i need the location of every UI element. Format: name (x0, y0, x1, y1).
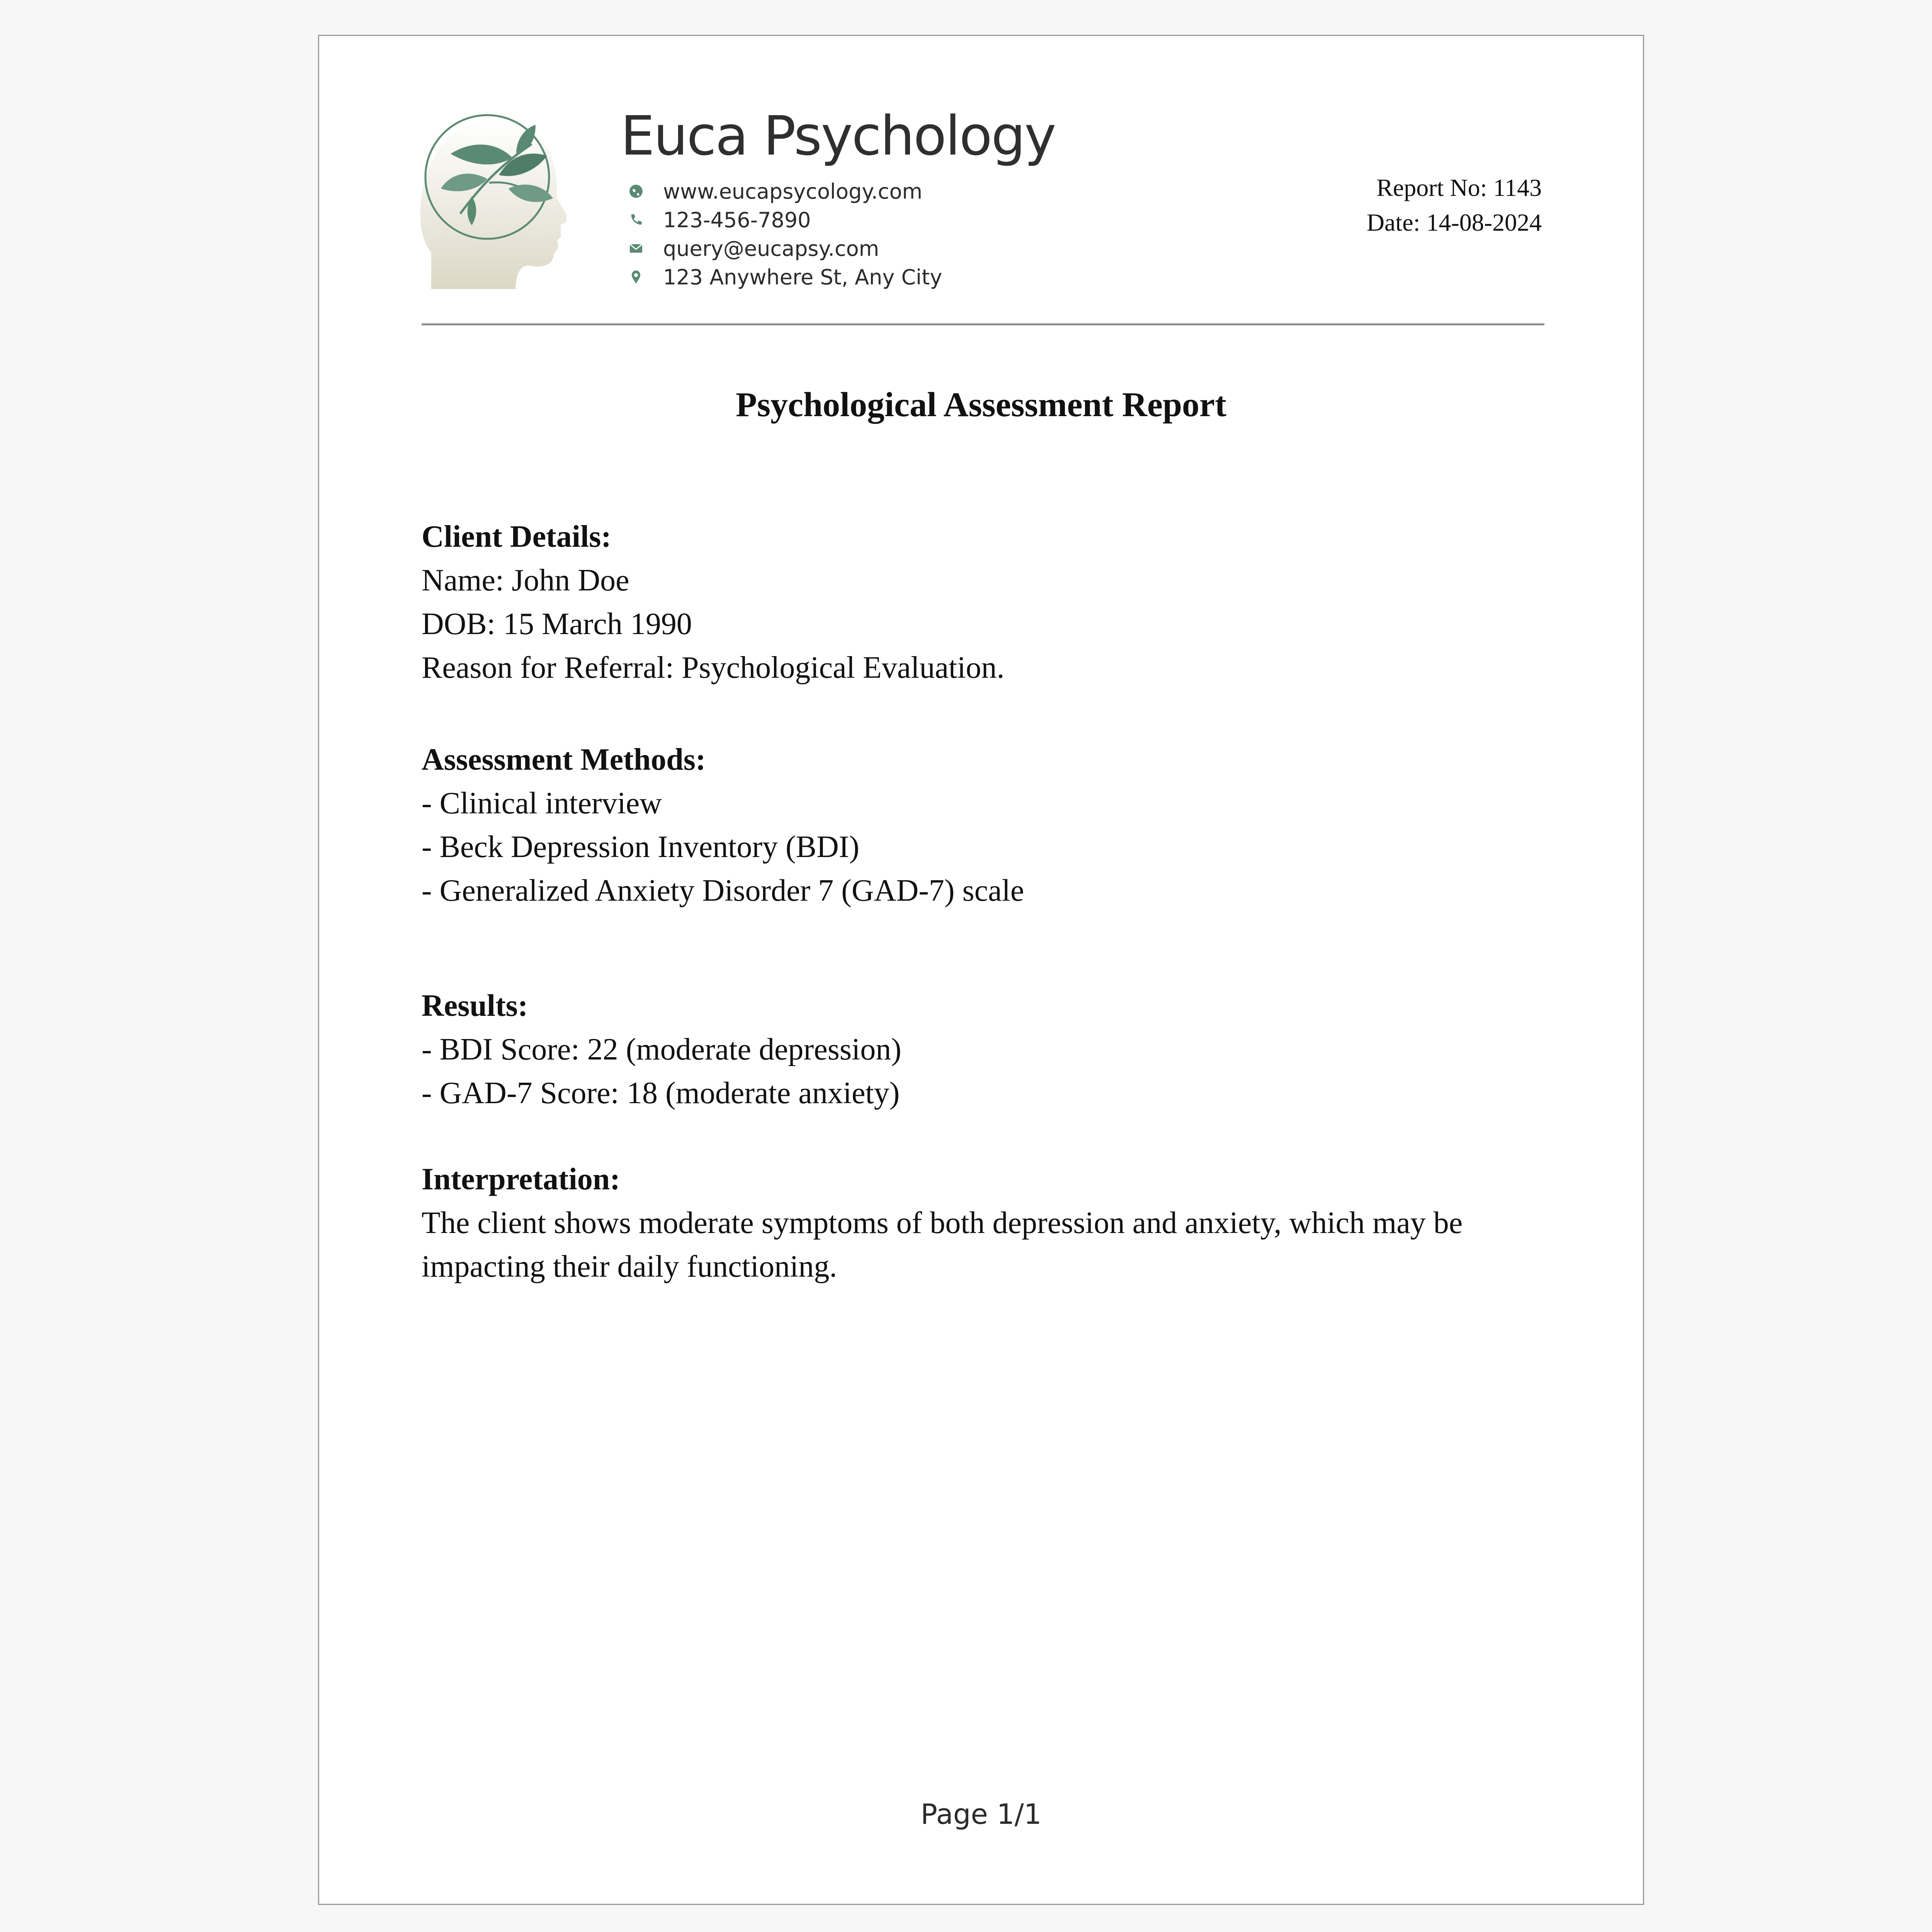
contact-list (628, 177, 942, 291)
interpretation-section (422, 1158, 1544, 1289)
assessment-methods-heading: Assessment Methods: (422, 743, 706, 777)
contact-address-text: 123 Anywhere St, Any City (663, 265, 942, 289)
phone-icon (628, 212, 644, 228)
results-heading: Results: (422, 989, 528, 1023)
client-name: Name: John Doe (422, 563, 629, 597)
report-meta (1367, 170, 1542, 240)
contact-email-text: query@eucapsy.com (663, 236, 879, 261)
contact-phone-text: 123-456-7890 (663, 207, 811, 232)
report-date: Date: 14-08-2024 (1366, 209, 1542, 236)
results-section (422, 984, 1544, 1115)
location-pin-icon (628, 269, 644, 285)
euca-psychology-logo (420, 113, 566, 291)
list-item: - Beck Depression Inventory (BDI) (422, 830, 860, 864)
contact-website-text: www.eucapsycology.com (663, 179, 923, 204)
document-title: Psychological Assessment Report (736, 386, 1226, 424)
header-divider (422, 323, 1544, 325)
report-body (422, 515, 1544, 1289)
mail-icon (628, 241, 644, 256)
list-item: - Generalized Anxiety Disorder 7 (GAD-7) scale (422, 874, 1024, 908)
referral-reason: Reason for Referral: Psychological Evaluation. (422, 651, 1005, 685)
contact-phone (628, 206, 942, 234)
client-details-heading: Client Details: (422, 520, 612, 554)
contact-address (628, 263, 942, 291)
interpretation-text: The client shows moderate symptoms of both depression and anxiety, which may be impacting their daily functioning. (422, 1206, 1463, 1284)
report-number: Report No: 1143 (1376, 174, 1542, 201)
list-item: - Clinical interview (422, 786, 662, 820)
globe-icon (628, 184, 644, 199)
list-item: - GAD-7 Score: 18 (moderate anxiety) (422, 1076, 900, 1110)
document-page (318, 35, 1644, 1905)
contact-email (628, 234, 942, 263)
page-number: Page 1/1 (920, 1798, 1042, 1830)
interpretation-heading: Interpretation: (422, 1162, 620, 1196)
assessment-methods-section (422, 738, 1544, 913)
brand-name: Euca Psychology (621, 105, 1055, 168)
list-item: - BDI Score: 22 (moderate depression) (422, 1032, 901, 1066)
contact-website (628, 177, 942, 206)
client-details-section (422, 515, 1544, 690)
client-dob: DOB: 15 March 1990 (422, 607, 692, 641)
